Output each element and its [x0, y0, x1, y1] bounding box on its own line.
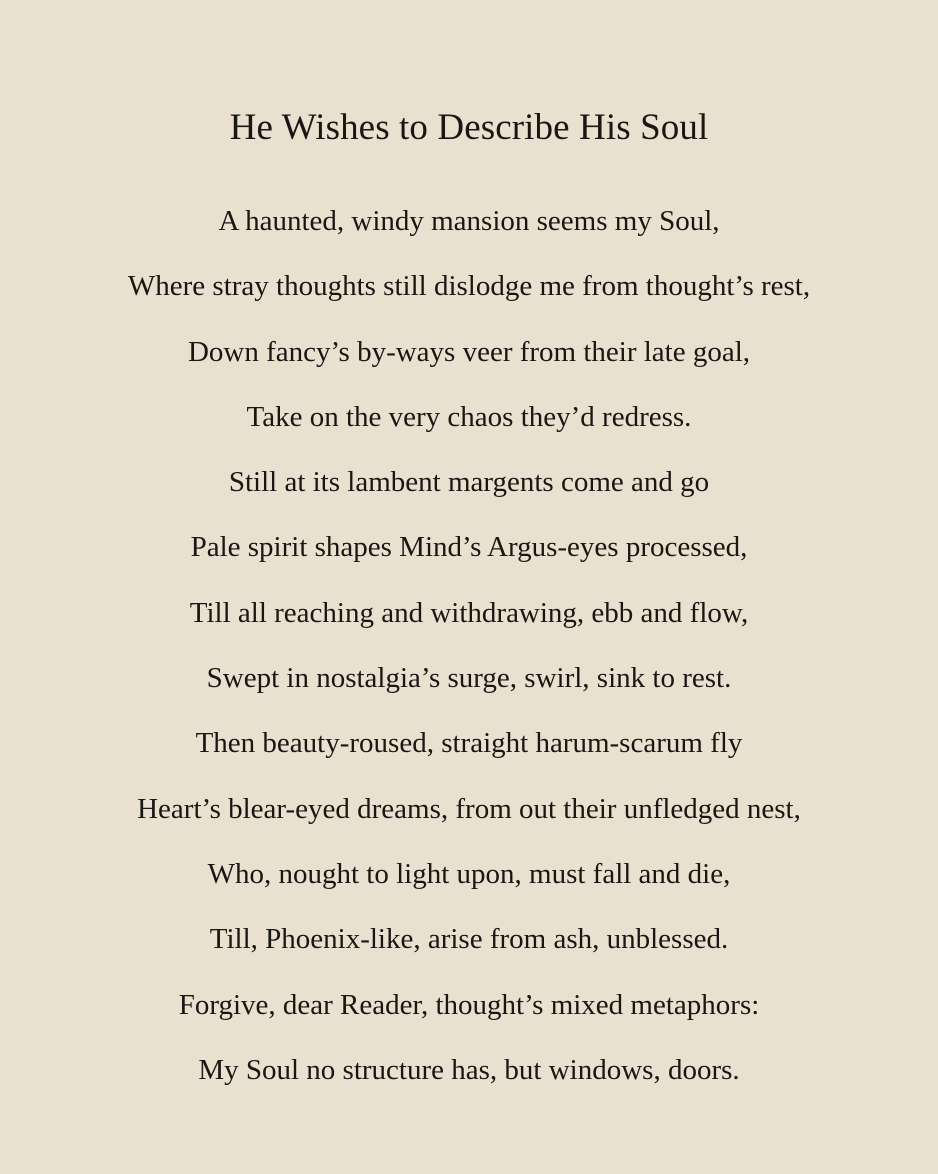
poem-line: My Soul no structure has, but windows, doors. — [198, 1053, 740, 1086]
poem-line: Forgive, dear Reader, thought’s mixed metaphors: — [178, 988, 760, 1021]
poem-line: Take on the very chaos they’d redress. — [246, 400, 692, 433]
poem-body — [0, 194, 938, 1108]
poem-line: Pale spirit shapes Mind’s Argus-eyes processed, — [190, 531, 748, 564]
poem-line: Till all reaching and withdrawing, ebb and flow, — [189, 596, 749, 629]
poem-line: Then beauty-roused, straight harum-scarum fly — [195, 727, 743, 760]
poem-line: Till, Phoenix-like, arise from ash, unblessed. — [209, 923, 729, 956]
poem-line: A haunted, windy mansion seems my Soul, — [218, 205, 720, 237]
poem-title: He Wishes to Describe His Soul — [229, 107, 709, 148]
poem-line: Who, nought to light upon, must fall and die, — [207, 857, 731, 890]
poem-line: Swept in nostalgia’s surge, swirl, sink to rest. — [206, 662, 732, 695]
poem-line: Down fancy’s by-ways veer from their late goal, — [187, 335, 751, 368]
poem-line: Still at its lambent margents come and go — [228, 466, 710, 499]
poem-line: Where stray thoughts still dislodge me from thought’s rest, — [127, 270, 811, 303]
poem-line: Heart’s blear-eyed dreams, from out their unfledged nest, — [137, 792, 801, 825]
